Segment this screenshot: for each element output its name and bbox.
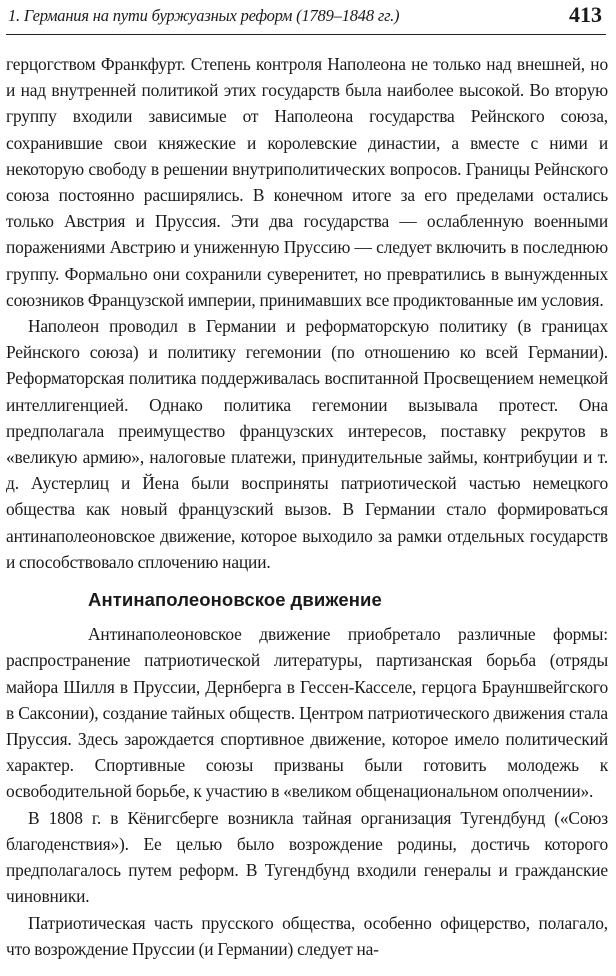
section-heading: Антинаполеоновское движение — [88, 589, 382, 611]
paragraph-2: Наполеон проводил в Германии и реформаторскую политику (в границах Рейнского союза) и политику гегемонии (по отношению ко всей Германии). Реформаторская политика поддерживалась воспитанной Просвещением немецкой интеллигенцией. Однако политика гегемонии вызывала протест. Она предполагала преимущество французских интересов, поставку рекрутов в «великую армию», налоговые платежи, принудительные займы, контрибуции и т. д. Аустерлиц и Йена были восприняты патриотической частью немецкого общества как новый французский вызов. В Германии стало формироваться антинаполеоновское движение, которое выходило за рамки отдельных государств и способствовало сплочению нации. — [6, 316, 608, 572]
running-header — [6, 0, 606, 35]
body-text — [6, 51, 608, 962]
paragraph-1: герцогством Франкфурт. Степень контроля Наполеона не только над внешней, но и над внутренней политикой этих государств была наиболее высокой. Во вторую группу входили зависимые от Наполеона государства Рейнского союза, сохранившие свои княжеские и королевские династии, а вместе с ними и некоторую свободу в решении внутриполитических вопросов. Границы Рейнского союза постоянно расширялись. В конечном итоге за его пределами остались только Австрия и Пруссия. Эти два государства — ослабленную военными поражениями Австрию и униженную Пруссию — следует включить в последнюю группу. Формально они сохранили суверенитет, но превратились в вынужденных союзников Французской империи, принимавших все продиктованные им условия. — [6, 54, 608, 310]
paragraph-3: Антинаполеоновское движение приобретало различные формы: распространение патриотической литературы, партизанская борьба (отряды майора Шилля в Пруссии, Дернберга в Гессен-Касселе, герцога Брауншвейгского в Саксонии), создание тайных обществ. Центром патриотического движения стала Пруссия. Здесь зарождается спортивное движение, которое имело политический характер. Спортивные союзы призваны были готовить молодежь к освободительной борьбе, к участию в «великом общенациональном ополчении». — [6, 624, 608, 802]
running-title: 1. Германия на пути буржуазных реформ (1789–1848 гг.) — [8, 6, 400, 25]
paragraph-4: В 1808 г. в Кёнигсберге возникла тайная организация Тугендбунд («Союз благоденствия»). Ее целью было возрождение родины, достичь которого предполагалось путем реформ. В Тугендбунд входили генералы и гражданские чиновники. — [6, 807, 608, 907]
paragraph-5: Патриотическая часть прусского общества, особенно офицерство, полагало, что возрождение Пруссии (и Германии) следует на- — [6, 912, 608, 959]
page-number: 413 — [569, 2, 602, 27]
